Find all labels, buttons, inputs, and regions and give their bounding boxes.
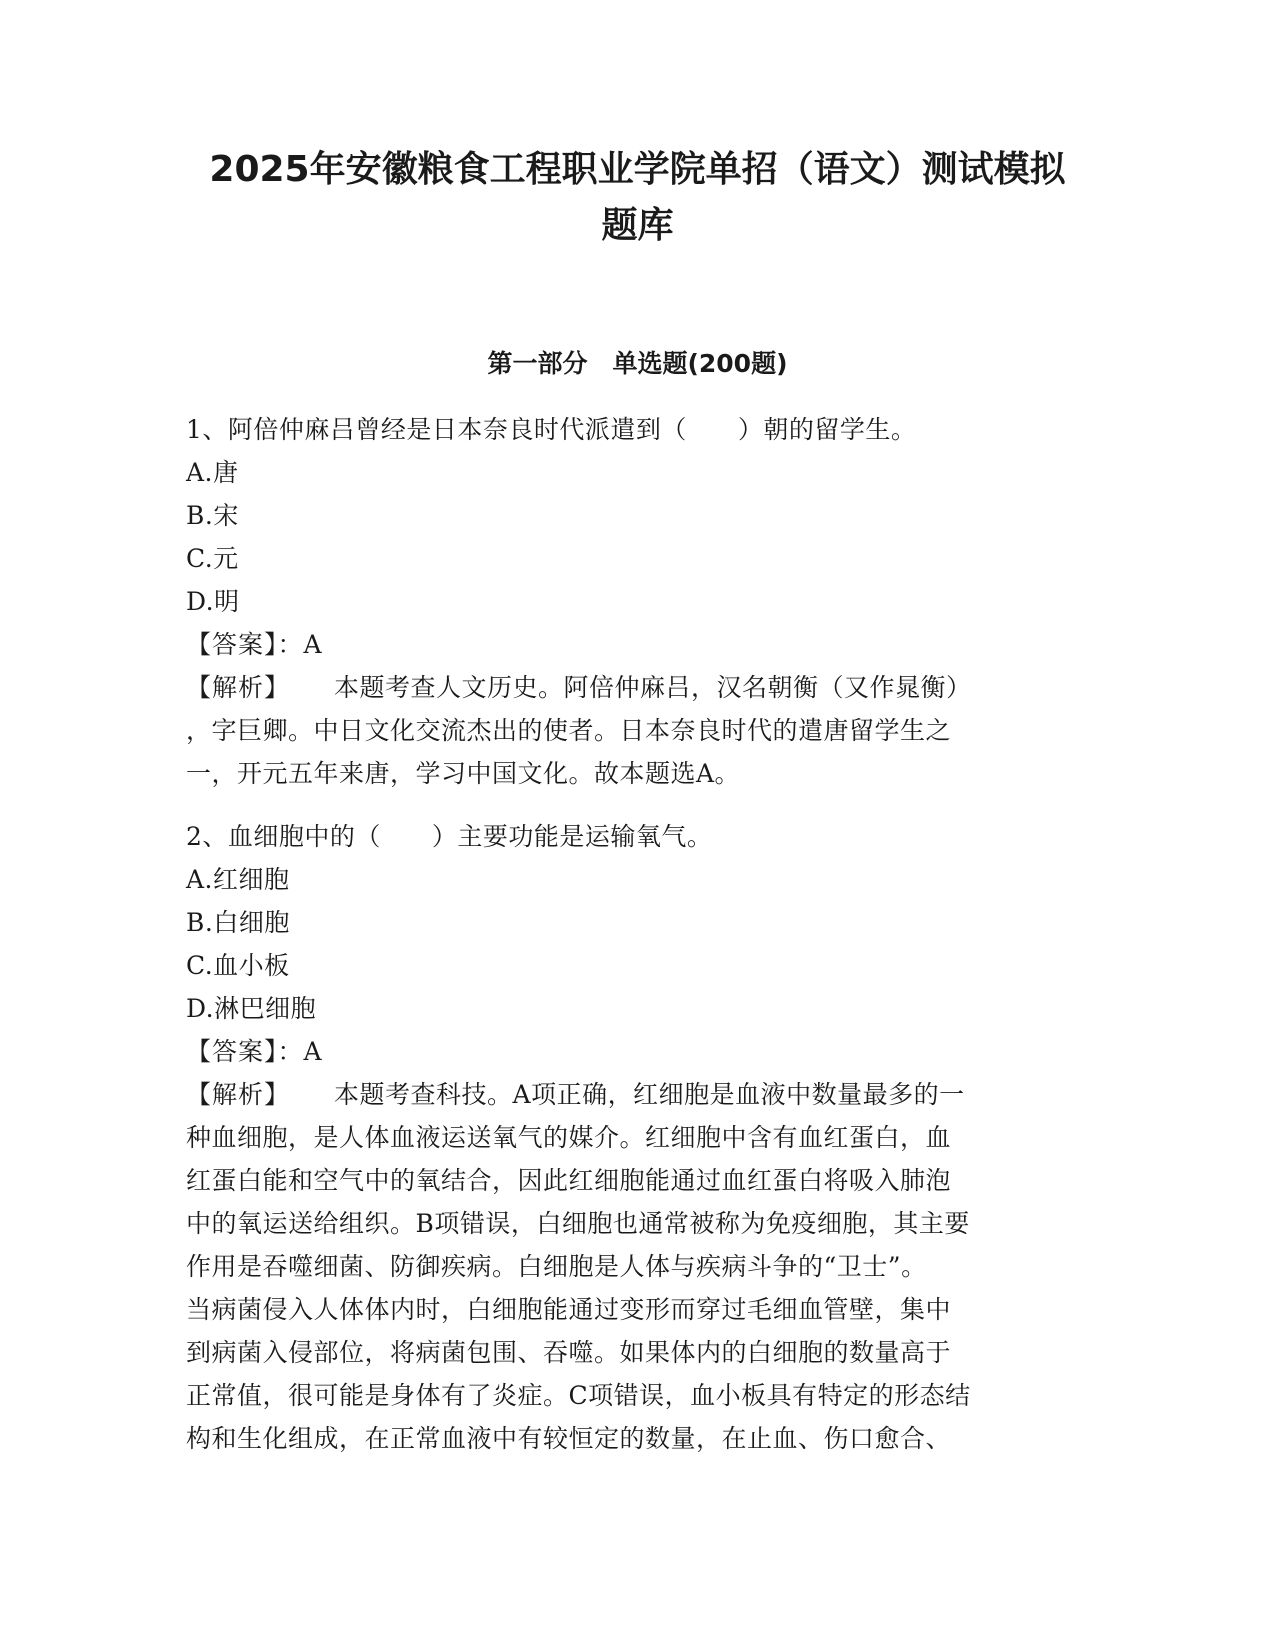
answer-label: 【答案】：	[186, 630, 304, 659]
analysis-text-line: 构和生化组成，在正常血液中有较恒定的数量，在止血、伤口愈合、	[186, 1424, 952, 1453]
answer-value: A	[303, 1037, 323, 1066]
analysis-text-line: 红蛋白能和空气中的氧结合，因此红细胞能通过血红蛋白将吸入肺泡	[186, 1166, 952, 1195]
answer-label: 【答案】：	[186, 1037, 304, 1066]
answer-value: A	[303, 630, 323, 659]
question-stem: 2、血细胞中的（ ）主要功能是运输氧气。	[186, 822, 713, 851]
analysis-line	[186, 1073, 1086, 1116]
analysis-label: 【解析】	[186, 673, 291, 702]
document-title	[150, 142, 1125, 254]
answer-line	[186, 623, 1086, 666]
analysis-text-line: 中的氧运送给组织。B项错误，白细胞也通常被称为免疫细胞，其主要	[186, 1209, 970, 1238]
analysis-text-line: ，字巨卿。中日文化交流杰出的使者。日本奈良时代的遣唐留学生之	[186, 716, 952, 745]
analysis-text-line: 本题考查科技。A项正确，红细胞是血液中数量最多的一	[334, 1080, 965, 1109]
option-c: C.元	[186, 544, 239, 573]
title-line-2: 题库	[601, 205, 674, 246]
answer-line	[186, 1030, 1086, 1073]
analysis-text-line: 当病菌侵入人体体内时，白细胞能通过变形而穿过毛细血管壁，集中	[186, 1295, 952, 1324]
question-2	[186, 815, 1086, 1460]
option-a: A.唐	[186, 458, 239, 487]
analysis-label: 【解析】	[186, 1080, 291, 1109]
section-heading: 第一部分 单选题(200题)	[487, 349, 788, 378]
analysis-text-line: 种血细胞，是人体血液运送氧气的媒介。红细胞中含有血红蛋白，血	[186, 1123, 952, 1152]
option-d: D.淋巴细胞	[186, 994, 317, 1023]
title-line-1: 2025年安徽粮食工程职业学院单招（语文）测试模拟	[209, 149, 1066, 190]
option-c: C.血小板	[186, 951, 290, 980]
option-a: A.红细胞	[186, 865, 290, 894]
analysis-text-line: 正常值，很可能是身体有了炎症。C项错误，血小板具有特定的形态结	[186, 1381, 971, 1410]
analysis-text-line: 本题考查人文历史。阿倍仲麻吕，汉名朝衡（又作晁衡）	[334, 673, 972, 702]
question-list	[186, 408, 1086, 1460]
question-stem: 1、阿倍仲麻吕曾经是日本奈良时代派遣到（ ）朝的留学生。	[186, 415, 917, 444]
analysis-text-line: 到病菌入侵部位，将病菌包围、吞噬。如果体内的白细胞的数量高于	[186, 1338, 952, 1367]
analysis-line	[186, 666, 1086, 709]
analysis-text-line: 作用是吞噬细菌、防御疾病。白细胞是人体与疾病斗争的“卫士”。	[186, 1252, 927, 1281]
option-b: B.白细胞	[186, 908, 290, 937]
option-b: B.宋	[186, 501, 239, 530]
option-d: D.明	[186, 587, 240, 616]
question-1	[186, 408, 1086, 795]
analysis-text-line: 一，开元五年来唐，学习中国文化。故本题选A。	[186, 759, 741, 788]
